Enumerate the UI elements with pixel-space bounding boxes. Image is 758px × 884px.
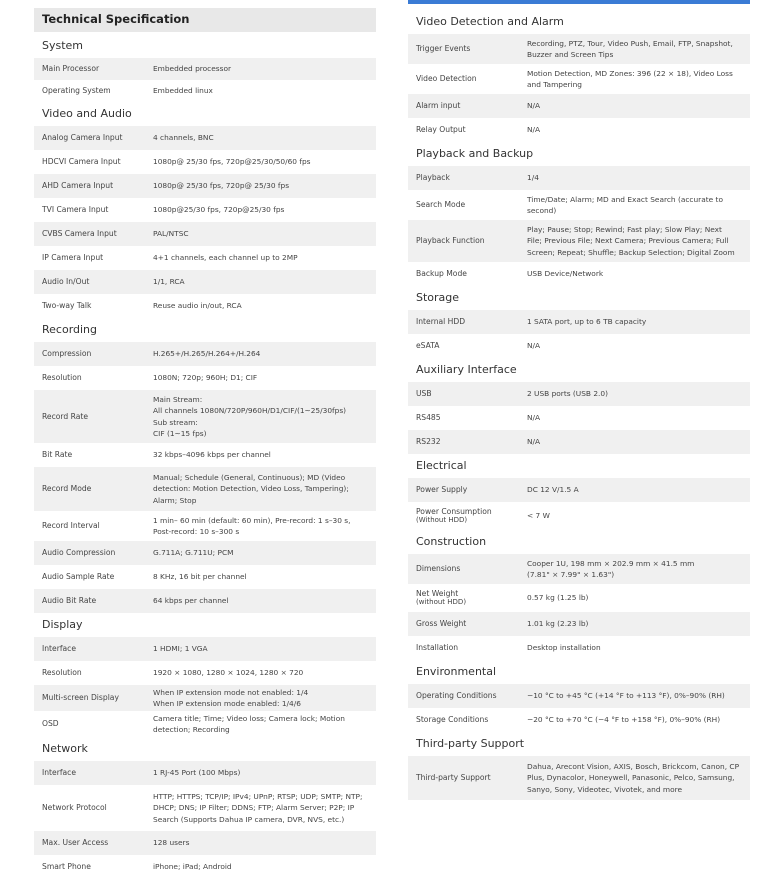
- spec-value: Camera title; Time; Video loss; Camera lock; Motion detection; Recording: [153, 713, 345, 734]
- section-heading-storage: Storage: [416, 291, 460, 304]
- spec-value: Motion Detection, MD Zones: 396 (22 × 18), Video Loss and Tampering: [527, 68, 733, 89]
- spec-value: Main Stream: All channels 1080N/720P/960H/D1/CIF/(1~25/30fps) Sub stream: CIF (1~15 fps): [153, 395, 347, 438]
- spec-label: Resolution: [42, 373, 82, 383]
- accent-bar: [408, 0, 750, 4]
- spec-label: RS232: [416, 437, 441, 447]
- spec-label: Power Supply: [416, 485, 468, 495]
- spec-row-max-user-access: [34, 831, 376, 855]
- spec-row-operating-system: [34, 80, 376, 102]
- spec-row-tvi-camera-input: [34, 198, 376, 222]
- spec-value: N/A: [527, 341, 541, 351]
- spec-value: Cooper 1U, 198 mm × 202.9 mm × 41.5 mm (7.81" × 7.99" × 1.63"): [527, 558, 695, 579]
- spec-value: N/A: [527, 101, 541, 111]
- spec-label: Audio Sample Rate: [42, 572, 115, 582]
- spec-label: Max. User Access: [42, 838, 109, 848]
- spec-value: Dahua, Arecont Vision, AXIS, Bosch, Brickcom, Canon, CP Plus, Dynacolor, Honeywell, Panasonic, Pelco, Samsung, Sanyo, Sony, Videotec, Vivotek, and more: [527, 762, 740, 794]
- spec-row-resolution: [34, 366, 376, 390]
- spec-label: Alarm input: [416, 101, 461, 111]
- section-heading-electrical: Electrical: [416, 459, 467, 472]
- spec-value: 1080p@25/30 fps, 720p@25/30 fps: [153, 205, 285, 215]
- spec-row-two-way-talk: [34, 294, 376, 318]
- spec-row-ip-camera-input: [34, 246, 376, 270]
- spec-label: Gross Weight: [416, 619, 467, 629]
- spec-value: Manual; Schedule (General, Continuous); MD (Video detection: Motion Detection, Video Loss, Tampering); Alarm; Stop: [153, 473, 349, 505]
- spec-value: H.265+/H.265/H.264+/H.264: [153, 349, 261, 359]
- spec-value: PAL/NTSC: [153, 229, 189, 239]
- spec-row-bit-rate: [34, 443, 376, 467]
- spec-row-dimensions: [408, 554, 750, 584]
- spec-value: 1080N; 720p; 960H; D1; CIF: [153, 373, 258, 383]
- spec-value: 32 kbps–4096 kbps per channel: [153, 450, 271, 460]
- spec-label: Video Detection: [416, 74, 477, 84]
- spec-value: 1920 × 1080, 1280 × 1024, 1280 × 720: [153, 668, 304, 678]
- spec-label: Playback: [416, 173, 450, 183]
- spec-value: iPhone; iPad; Android: [153, 862, 232, 872]
- spec-row-playback: [408, 166, 750, 190]
- spec-label: TVI Camera Input: [42, 205, 109, 215]
- spec-value: 1 SATA port, up to 6 TB capacity: [527, 317, 647, 327]
- spec-row-alarm-input: [408, 94, 750, 118]
- spec-value: 1 HDMI; 1 VGA: [153, 644, 208, 654]
- spec-label: Backup Mode: [416, 269, 467, 279]
- section-heading-system: System: [42, 39, 84, 52]
- spec-label: CVBS Camera Input: [42, 229, 117, 239]
- spec-label: Operating System: [42, 86, 111, 96]
- spec-value: < 7 W: [527, 511, 550, 521]
- spec-label: Third-party Support: [416, 773, 491, 783]
- spec-label: Network Protocol: [42, 803, 107, 813]
- spec-value: 1080p@ 25/30 fps, 720p@ 25/30 fps: [153, 181, 290, 191]
- spec-value: N/A: [527, 437, 541, 447]
- spec-row-rs232: [408, 430, 750, 454]
- spec-label: Internal HDD: [416, 317, 466, 327]
- section-heading-environmental: Environmental: [416, 665, 497, 678]
- spec-row-third-party-support: [408, 756, 750, 800]
- spec-row-power-supply: [408, 478, 750, 502]
- spec-value: 0.57 kg (1.25 lb): [527, 593, 589, 603]
- spec-row-gross-weight: [408, 612, 750, 636]
- spec-value: N/A: [527, 125, 541, 135]
- spec-row-esata: [408, 334, 750, 358]
- spec-label: Main Processor: [42, 64, 100, 74]
- spec-label: Power Consumption (Without HDD): [416, 506, 492, 525]
- spec-value: −10 °C to +45 °C (+14 °F to +113 °F), 0%–90% (RH): [527, 691, 725, 701]
- spec-label: Bit Rate: [42, 450, 73, 460]
- spec-label: Record Mode: [42, 484, 92, 494]
- spec-value: 1080p@ 25/30 fps, 720p@25/30/50/60 fps: [153, 157, 311, 167]
- spec-row-audio-sample-rate: [34, 565, 376, 589]
- spec-value: 2 USB ports (USB 2.0): [527, 389, 608, 399]
- section-heading-network: Network: [42, 742, 88, 755]
- spec-label: Interface: [42, 768, 76, 778]
- spec-row-net-weight: [408, 584, 750, 612]
- spec-row-installation: [408, 636, 750, 660]
- spec-title-bar: [34, 8, 376, 32]
- spec-row-search-mode: [408, 190, 750, 220]
- spec-value: USB Device/Network: [527, 269, 604, 279]
- spec-row-usb: [408, 382, 750, 406]
- spec-label: Record Rate: [42, 411, 89, 421]
- spec-row-compression: [34, 342, 376, 366]
- spec-value: N/A: [527, 413, 541, 423]
- page-title: Technical Specification: [42, 12, 190, 26]
- spec-label: RS485: [416, 413, 441, 423]
- spec-row-main-processor: [34, 58, 376, 80]
- spec-row-ahd-camera-input: [34, 174, 376, 198]
- spec-value: Recording, PTZ, Tour, Video Push, Email, FTP, Snapshot, Buzzer and Screen Tips: [527, 38, 733, 59]
- spec-value: 1/1, RCA: [153, 277, 185, 287]
- spec-row-interface: [34, 637, 376, 661]
- spec-label: IP Camera Input: [42, 253, 104, 263]
- spec-value: 4 channels, BNC: [153, 133, 214, 143]
- spec-row-audio-compression: [34, 541, 376, 565]
- spec-row-interface: [34, 761, 376, 785]
- spec-row-audio-in-out: [34, 270, 376, 294]
- spec-row-trigger-events: [408, 34, 750, 64]
- section-heading-auxiliary-interface: Auxiliary Interface: [416, 363, 517, 376]
- spec-value: Play; Pause; Stop; Rewind; Fast play; Slow Play; Next File; Previous File; Next Camera; Previous Camera; Full Screen; Repeat; Shuffle; Backup Selection; Digital Zoom: [527, 225, 735, 257]
- spec-row-record-rate: [34, 390, 376, 443]
- spec-row-record-mode: [34, 467, 376, 511]
- spec-value: G.711A; G.711U; PCM: [153, 548, 234, 558]
- spec-label: Interface: [42, 644, 76, 654]
- spec-label: Resolution: [42, 668, 82, 678]
- section-heading-third-party-support: Third-party Support: [416, 737, 525, 750]
- spec-row-hdcvi-camera-input: [34, 150, 376, 174]
- section-heading-display: Display: [42, 618, 83, 631]
- spec-row-record-interval: [34, 511, 376, 541]
- spec-value: 1/4: [527, 173, 539, 183]
- spec-row-rs485: [408, 406, 750, 430]
- section-heading-construction: Construction: [416, 535, 487, 548]
- spec-value: −20 °C to +70 °C (−4 °F to +158 °F), 0%–90% (RH): [527, 715, 721, 725]
- spec-row-audio-bit-rate: [34, 589, 376, 613]
- spec-label: Two-way Talk: [42, 301, 92, 311]
- left-spec-column: [34, 34, 376, 879]
- spec-label: Installation: [416, 643, 459, 653]
- spec-row-internal-hdd: [408, 310, 750, 334]
- section-heading-recording: Recording: [42, 323, 98, 336]
- spec-value: HTTP; HTTPS; TCP/IP; IPv4; UPnP; RTSP; UDP; SMTP; NTP; DHCP; DNS; IP Filter; DDNS; FTP; Alarm Server; P2P; IP Search (Supports Dahua IP camera, DVR, NVS, etc.): [153, 792, 363, 824]
- spec-row-network-protocol: [34, 785, 376, 831]
- spec-value: 4+1 channels, each channel up to 2MP: [153, 253, 298, 263]
- spec-row-smart-phone: [34, 855, 376, 879]
- spec-row-power-consumption: [408, 502, 750, 530]
- spec-label: Storage Conditions: [416, 715, 489, 725]
- spec-value: Desktop installation: [527, 643, 601, 653]
- spec-value: Embedded linux: [153, 86, 213, 96]
- spec-label: Relay Output: [416, 125, 466, 135]
- spec-row-storage-conditions: [408, 708, 750, 732]
- spec-label: Smart Phone: [42, 862, 91, 872]
- spec-row-operating-conditions: [408, 684, 750, 708]
- spec-label: USB: [416, 389, 432, 399]
- spec-row-backup-mode: [408, 262, 750, 286]
- spec-row-analog-camera-input: [34, 126, 376, 150]
- spec-label: HDCVI Camera Input: [42, 157, 121, 167]
- spec-label: Record Interval: [42, 521, 100, 531]
- spec-value: 1 min– 60 min (default: 60 min), Pre-record: 1 s–30 s, Post-record: 10 s–300 s: [153, 515, 351, 536]
- spec-row-relay-output: [408, 118, 750, 142]
- spec-value: 1 RJ-45 Port (100 Mbps): [153, 768, 241, 778]
- spec-row-osd: [34, 711, 376, 737]
- spec-value: Reuse audio in/out, RCA: [153, 301, 242, 311]
- spec-row-video-detection: [408, 64, 750, 94]
- spec-label: eSATA: [416, 341, 440, 351]
- spec-value: 64 kbps per channel: [153, 596, 229, 606]
- spec-label: OSD: [42, 719, 59, 729]
- spec-row-cvbs-camera-input: [34, 222, 376, 246]
- section-heading-playback-and-backup: Playback and Backup: [416, 147, 534, 160]
- section-heading-video-detection-and-alarm: Video Detection and Alarm: [416, 15, 564, 28]
- spec-value: 8 KHz, 16 bit per channel: [153, 572, 247, 582]
- section-heading-video-and-audio: Video and Audio: [42, 107, 132, 120]
- spec-value: When IP extension mode not enabled: 1/4 When IP extension mode enabled: 1/4/6: [153, 687, 309, 708]
- spec-value: Time/Date; Alarm; MD and Exact Search (accurate to second): [527, 194, 723, 215]
- spec-label: Audio Bit Rate: [42, 596, 97, 606]
- spec-row-resolution: [34, 661, 376, 685]
- spec-label: Multi-screen Display: [42, 693, 119, 703]
- spec-label: Compression: [42, 349, 92, 359]
- spec-label: Trigger Events: [416, 44, 471, 54]
- spec-label: Net Weight (without HDD): [416, 588, 467, 607]
- spec-label: Operating Conditions: [416, 691, 497, 701]
- right-spec-column: [408, 10, 750, 800]
- spec-row-playback-function: [408, 220, 750, 262]
- spec-label: Audio Compression: [42, 548, 116, 558]
- spec-label: Dimensions: [416, 564, 461, 574]
- spec-value: 128 users: [153, 838, 190, 848]
- spec-row-multi-screen-display: [34, 685, 376, 711]
- spec-label: Audio In/Out: [42, 277, 90, 287]
- spec-value: Embedded processor: [153, 64, 232, 74]
- spec-label: Search Mode: [416, 200, 466, 210]
- spec-value: 1.01 kg (2.23 lb): [527, 619, 589, 629]
- spec-label: AHD Camera Input: [42, 181, 114, 191]
- spec-value: DC 12 V/1.5 A: [527, 485, 579, 495]
- spec-label: Playback Function: [416, 236, 485, 246]
- spec-label: Analog Camera Input: [42, 133, 123, 143]
